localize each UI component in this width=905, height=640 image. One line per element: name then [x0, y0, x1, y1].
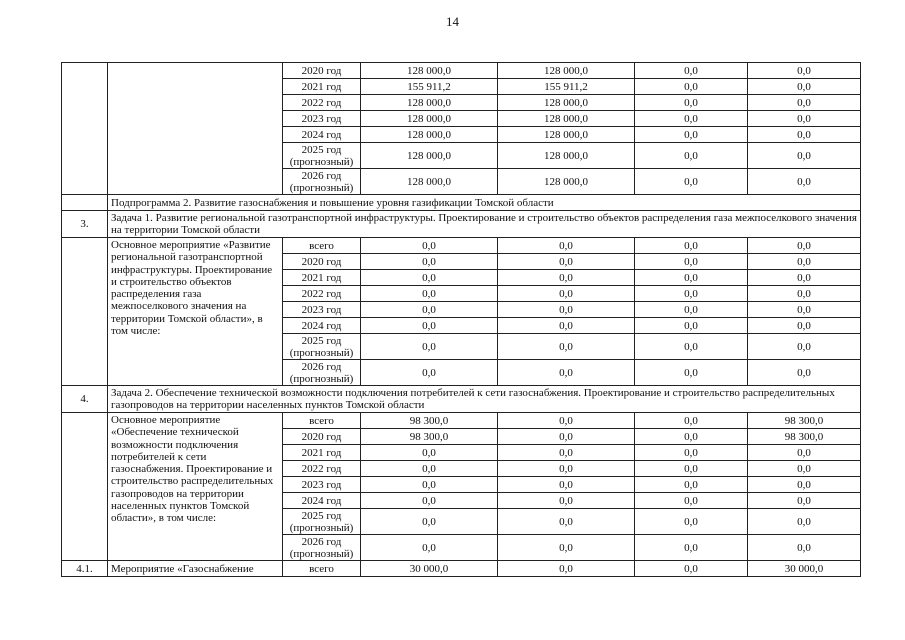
value-cell: 0,0: [635, 127, 748, 143]
value-cell: 0,0: [635, 169, 748, 195]
value-cell: 98 300,0: [748, 429, 861, 445]
year-cell: 2020 год: [283, 254, 361, 270]
value-cell: 0,0: [635, 561, 748, 577]
value-cell: 0,0: [498, 535, 635, 561]
year-cell: 2026 год (прогнозный): [283, 169, 361, 195]
value-cell: 0,0: [635, 318, 748, 334]
table-row: [62, 413, 861, 429]
value-cell: 0,0: [635, 360, 748, 386]
value-cell: 0,0: [748, 509, 861, 535]
year-cell: 2024 год: [283, 318, 361, 334]
year-cell: всего: [283, 413, 361, 429]
value-cell: 128 000,0: [498, 169, 635, 195]
value-cell: 0,0: [748, 445, 861, 461]
value-cell: 0,0: [635, 429, 748, 445]
value-cell: 0,0: [635, 535, 748, 561]
year-cell: 2025 год (прогнозный): [283, 509, 361, 535]
value-cell: 128 000,0: [361, 127, 498, 143]
value-cell: 0,0: [748, 169, 861, 195]
value-cell: 30 000,0: [361, 561, 498, 577]
value-cell: 128 000,0: [361, 111, 498, 127]
value-cell: 0,0: [748, 334, 861, 360]
value-cell: 0,0: [498, 477, 635, 493]
task-title: Задача 1. Развитие региональной газотранспортной инфраструктуры. Проектирование и строительство объектов распределения газа межпоселкового значения на территории Томской области: [108, 211, 861, 238]
value-cell: 0,0: [498, 238, 635, 254]
value-cell: 0,0: [498, 509, 635, 535]
year-cell: 2024 год: [283, 493, 361, 509]
value-cell: 0,0: [635, 254, 748, 270]
year-cell: 2022 год: [283, 286, 361, 302]
value-cell: 0,0: [635, 63, 748, 79]
value-cell: 0,0: [361, 477, 498, 493]
year-cell: 2021 год: [283, 79, 361, 95]
value-cell: 0,0: [361, 493, 498, 509]
value-cell: 128 000,0: [361, 143, 498, 169]
value-cell: 0,0: [748, 127, 861, 143]
num-cell-empty: [62, 413, 108, 561]
value-cell: 0,0: [635, 95, 748, 111]
value-cell: 0,0: [498, 302, 635, 318]
value-cell: 0,0: [498, 254, 635, 270]
value-cell: 0,0: [498, 334, 635, 360]
year-cell: 2021 год: [283, 445, 361, 461]
event-description: Основное мероприятие «Обеспечение технической возможности подключения потребителей к сети газоснабжения. Проектирование и строительство распределительных газопроводов на территории населенных пунктов Томской области», в том числе:: [108, 413, 283, 561]
event-description: Основное мероприятие «Развитие региональной газотранспортной инфраструктуры. Проектирование и строительство объектов распределения газа межпоселкового значения на территории Томской области», в том числе:: [108, 238, 283, 386]
value-cell: 128 000,0: [498, 63, 635, 79]
year-cell: 2022 год: [283, 461, 361, 477]
value-cell: 0,0: [361, 535, 498, 561]
year-cell: 2025 год (прогнозный): [283, 334, 361, 360]
value-cell: 0,0: [635, 413, 748, 429]
task-row: [62, 386, 861, 413]
value-cell: 0,0: [361, 509, 498, 535]
value-cell: 0,0: [748, 318, 861, 334]
value-cell: 0,0: [361, 318, 498, 334]
value-cell: 0,0: [361, 461, 498, 477]
value-cell: 0,0: [748, 79, 861, 95]
value-cell: 0,0: [498, 429, 635, 445]
value-cell: 0,0: [635, 493, 748, 509]
num-cell-empty: [62, 63, 108, 195]
value-cell: 0,0: [635, 302, 748, 318]
subprogram-row: [62, 195, 861, 211]
subprogram-title: Подпрограмма 2. Развитие газоснабжения и повышение уровня газификации Томской области: [108, 195, 861, 211]
year-cell: 2025 год (прогнозный): [283, 143, 361, 169]
value-cell: 0,0: [635, 334, 748, 360]
value-cell: 0,0: [635, 286, 748, 302]
value-cell: 0,0: [498, 445, 635, 461]
table-row: [62, 561, 861, 577]
value-cell: 128 000,0: [361, 63, 498, 79]
value-cell: 0,0: [748, 95, 861, 111]
year-cell: всего: [283, 238, 361, 254]
row-number: 4.1.: [62, 561, 108, 577]
value-cell: 128 000,0: [361, 95, 498, 111]
value-cell: 0,0: [361, 238, 498, 254]
value-cell: 128 000,0: [498, 111, 635, 127]
value-cell: 155 911,2: [361, 79, 498, 95]
year-cell: 2020 год: [283, 63, 361, 79]
value-cell: 0,0: [635, 477, 748, 493]
value-cell: 128 000,0: [361, 169, 498, 195]
value-cell: 98 300,0: [361, 429, 498, 445]
value-cell: 0,0: [498, 270, 635, 286]
value-cell: 98 300,0: [361, 413, 498, 429]
value-cell: 0,0: [748, 461, 861, 477]
task-number: 3.: [62, 211, 108, 238]
value-cell: 0,0: [748, 63, 861, 79]
value-cell: 0,0: [361, 254, 498, 270]
year-cell: всего: [283, 561, 361, 577]
value-cell: 0,0: [635, 445, 748, 461]
value-cell: 0,0: [748, 477, 861, 493]
value-cell: 0,0: [498, 561, 635, 577]
year-cell: 2020 год: [283, 429, 361, 445]
table-row: [62, 238, 861, 254]
value-cell: 98 300,0: [748, 413, 861, 429]
task-title: Задача 2. Обеспечение технической возможности подключения потребителей к сети газоснабжения. Проектирование и строительство распределительных газопроводов на территории населенных пунктов Томской области: [108, 386, 861, 413]
value-cell: 0,0: [361, 270, 498, 286]
task-row: [62, 211, 861, 238]
year-cell: 2022 год: [283, 95, 361, 111]
value-cell: 0,0: [635, 509, 748, 535]
table-row: [62, 63, 861, 79]
value-cell: 0,0: [748, 493, 861, 509]
value-cell: 0,0: [635, 111, 748, 127]
value-cell: 30 000,0: [748, 561, 861, 577]
value-cell: 0,0: [361, 302, 498, 318]
value-cell: 0,0: [498, 493, 635, 509]
year-cell: 2023 год: [283, 111, 361, 127]
value-cell: 0,0: [748, 302, 861, 318]
page-number: 14: [446, 14, 459, 29]
value-cell: 0,0: [748, 254, 861, 270]
year-cell: 2023 год: [283, 302, 361, 318]
year-cell: 2026 год (прогнозный): [283, 360, 361, 386]
value-cell: 155 911,2: [498, 79, 635, 95]
desc-cell-empty: [108, 63, 283, 195]
value-cell: 0,0: [498, 360, 635, 386]
value-cell: 0,0: [498, 413, 635, 429]
num-cell-empty: [62, 195, 108, 211]
value-cell: 0,0: [748, 286, 861, 302]
value-cell: 0,0: [748, 360, 861, 386]
value-cell: 0,0: [748, 143, 861, 169]
year-cell: 2026 год (прогнозный): [283, 535, 361, 561]
task-number: 4.: [62, 386, 108, 413]
value-cell: 0,0: [361, 360, 498, 386]
value-cell: 0,0: [498, 318, 635, 334]
value-cell: 0,0: [748, 238, 861, 254]
value-cell: 0,0: [635, 238, 748, 254]
financing-table: [61, 62, 861, 577]
value-cell: 0,0: [361, 445, 498, 461]
value-cell: 0,0: [361, 286, 498, 302]
value-cell: 0,0: [635, 270, 748, 286]
value-cell: 0,0: [748, 535, 861, 561]
value-cell: 128 000,0: [498, 143, 635, 169]
year-cell: 2023 год: [283, 477, 361, 493]
num-cell-empty: [62, 238, 108, 386]
value-cell: 0,0: [361, 334, 498, 360]
value-cell: 0,0: [748, 111, 861, 127]
value-cell: 0,0: [635, 79, 748, 95]
value-cell: 0,0: [635, 461, 748, 477]
year-cell: 2024 год: [283, 127, 361, 143]
event-description: Мероприятие «Газоснабжение: [108, 561, 283, 577]
year-cell: 2021 год: [283, 270, 361, 286]
value-cell: 0,0: [498, 461, 635, 477]
value-cell: 128 000,0: [498, 127, 635, 143]
value-cell: 0,0: [748, 270, 861, 286]
value-cell: 128 000,0: [498, 95, 635, 111]
value-cell: 0,0: [635, 143, 748, 169]
value-cell: 0,0: [498, 286, 635, 302]
